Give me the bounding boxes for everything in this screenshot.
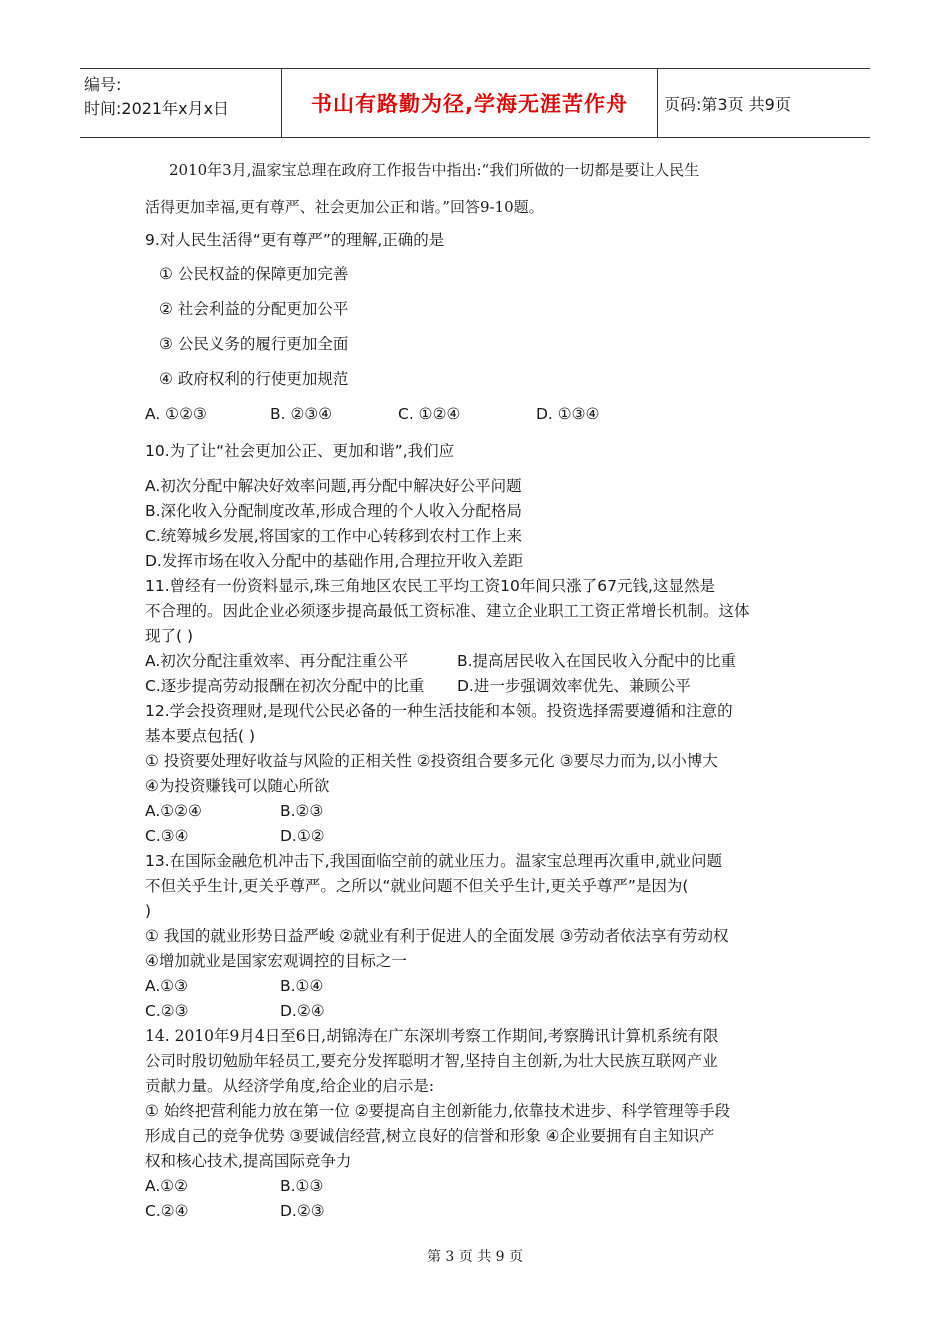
q11-stem-1: 11.曾经有一份资料显示,珠三角地区农民工平均工资10年间只涨了67元钱,这显然是: [145, 577, 715, 595]
q11-stem-3: 现了( ): [145, 627, 194, 645]
q9-choices: [145, 397, 815, 431]
q9-stem: 9.对人民生活得“更有尊严”的理解,正确的是: [145, 231, 445, 249]
q12-stem-1: 12.学会投资理财,是现代公民必备的一种生活技能和本领。投资选择需要遵循和注意的: [145, 702, 733, 720]
q14-choice-d: D.②③: [280, 1202, 325, 1220]
header-left: [80, 69, 282, 137]
q13-stem-2: 不但关乎生计,更关乎尊严。之所以“就业问题不但关乎生计,更关乎尊严”是因为(: [145, 877, 689, 895]
document-body: [145, 152, 815, 1224]
q14-choice-c: C.②④: [145, 1202, 189, 1220]
motto: 书山有路勤为径,学海无涯苦作舟: [282, 69, 658, 137]
q9-choice-d: D. ①③④: [536, 405, 600, 423]
q9-item-1: ① 公民权益的保障更加完善: [159, 265, 349, 283]
q13-items-2: ④增加就业是国家宏观调控的目标之一: [145, 952, 407, 970]
q14-stem-1: 14. 2010年9月4日至6日,胡锦涛在广东深圳考察工作期间,考察腾讯计算机系统有限: [145, 1027, 719, 1045]
q14-items-2: 形成自己的竞争优势 ③要诚信经营,树立良好的信誉和形象 ④企业要拥有自主知识产: [145, 1127, 715, 1145]
number-label: 编号:: [84, 75, 122, 94]
q14-choice-a: A.①②: [145, 1177, 189, 1195]
q12-choices-row-2: [145, 824, 815, 849]
q10-option-b: B.深化收入分配制度改革,形成合理的个人收入分配格局: [145, 502, 522, 520]
time-label: 时间:2021年x月x日: [84, 99, 230, 118]
q11-option-b: B.提高居民收入在国民收入分配中的比重: [457, 652, 737, 670]
intro-line-2: 活得更加幸福,更有尊严、社会更加公正和谐。”回答9-10题。: [145, 198, 544, 216]
q11-option-a: A.初次分配注重效率、再分配注重公平: [145, 652, 409, 670]
q13-choice-b: B.①④: [280, 977, 324, 995]
q12-stem-2: 基本要点包括( ): [145, 727, 256, 745]
q12-choice-c: C.③④: [145, 827, 189, 845]
q13-stem-3: ): [145, 902, 152, 920]
q14-items-1: ① 始终把营利能力放在第一位 ②要提高自主创新能力,依靠技术进步、科学管理等手段: [145, 1102, 731, 1120]
q11-options-row-2: [145, 674, 815, 699]
q14-stem-3: 贡献力量。从经济学角度,给企业的启示是:: [145, 1077, 435, 1095]
q11-option-c: C.逐步提高劳动报酬在初次分配中的比重: [145, 677, 425, 695]
q11-options-row-1: [145, 649, 815, 674]
q13-choices-row-1: [145, 974, 815, 999]
q13-items-1: ① 我国的就业形势日益严峻 ②就业有利于促进人的全面发展 ③劳动者依法享有劳动权: [145, 927, 729, 945]
page-header: [80, 68, 870, 138]
q13-choice-c: C.②③: [145, 1002, 189, 1020]
q13-choice-a: A.①③: [145, 977, 189, 995]
q12-choices-row-1: [145, 799, 815, 824]
page-footer: 第 3 页 共 9 页: [426, 1249, 524, 1265]
q9-item-2: ② 社会利益的分配更加公平: [159, 300, 349, 318]
q13-stem-1: 13.在国际金融危机冲击下,我国面临空前的就业压力。温家宝总理再次重申,就业问题: [145, 852, 723, 870]
q9-choice-c: C. ①②④: [398, 405, 461, 423]
q14-items-3: 权和核心技术,提高国际竞争力: [145, 1152, 352, 1170]
q12-choice-a: A.①②④: [145, 802, 202, 820]
q13-choice-d: D.②④: [280, 1002, 325, 1020]
q10-option-d: D.发挥市场在收入分配中的基础作用,合理拉开收入差距: [145, 552, 524, 570]
q14-choices-row-2: [145, 1199, 815, 1224]
q12-choice-d: D.①②: [280, 827, 325, 845]
q11-option-d: D.进一步强调效率优先、兼顾公平: [457, 677, 691, 695]
q9-item-3: ③ 公民义务的履行更加全面: [159, 335, 349, 353]
intro-line-1: 2010年3月,温家宝总理在政府工作报告中指出:“我们所做的一切都是要让人民生: [169, 161, 700, 179]
q11-stem-2: 不合理的。因此企业必须逐步提高最低工资标准、建立企业职工工资正常增长机制。这体: [145, 602, 750, 620]
q14-choice-b: B.①③: [280, 1177, 324, 1195]
q12-items-2: ④为投资赚钱可以随心所欲: [145, 777, 330, 795]
q14-choices-row-1: [145, 1174, 815, 1199]
q14-stem-2: 公司时殷切勉励年轻员工,要充分发挥聪明才智,坚持自主创新,为壮大民族互联网产业: [145, 1052, 718, 1070]
q10-option-a: A.初次分配中解决好效率问题,再分配中解决好公平问题: [145, 477, 522, 495]
q12-choice-b: B.②③: [280, 802, 324, 820]
q9-choice-b: B. ②③④: [270, 405, 333, 423]
q10-stem: 10.为了让“社会更加公正、更加和谐”,我们应: [145, 442, 455, 460]
q9-item-4: ④ 政府权利的行使更加规范: [159, 370, 349, 388]
q13-choices-row-2: [145, 999, 815, 1024]
page-info: 页码:第3页 共9页: [664, 94, 791, 114]
q12-items-1: ① 投资要处理好收益与风险的正相关性 ②投资组合要多元化 ③要尽力而为,以小博大: [145, 752, 718, 770]
q9-choice-a: A. ①②③: [145, 405, 207, 423]
q10-option-c: C.统筹城乡发展,将国家的工作中心转移到农村工作上来: [145, 527, 523, 545]
